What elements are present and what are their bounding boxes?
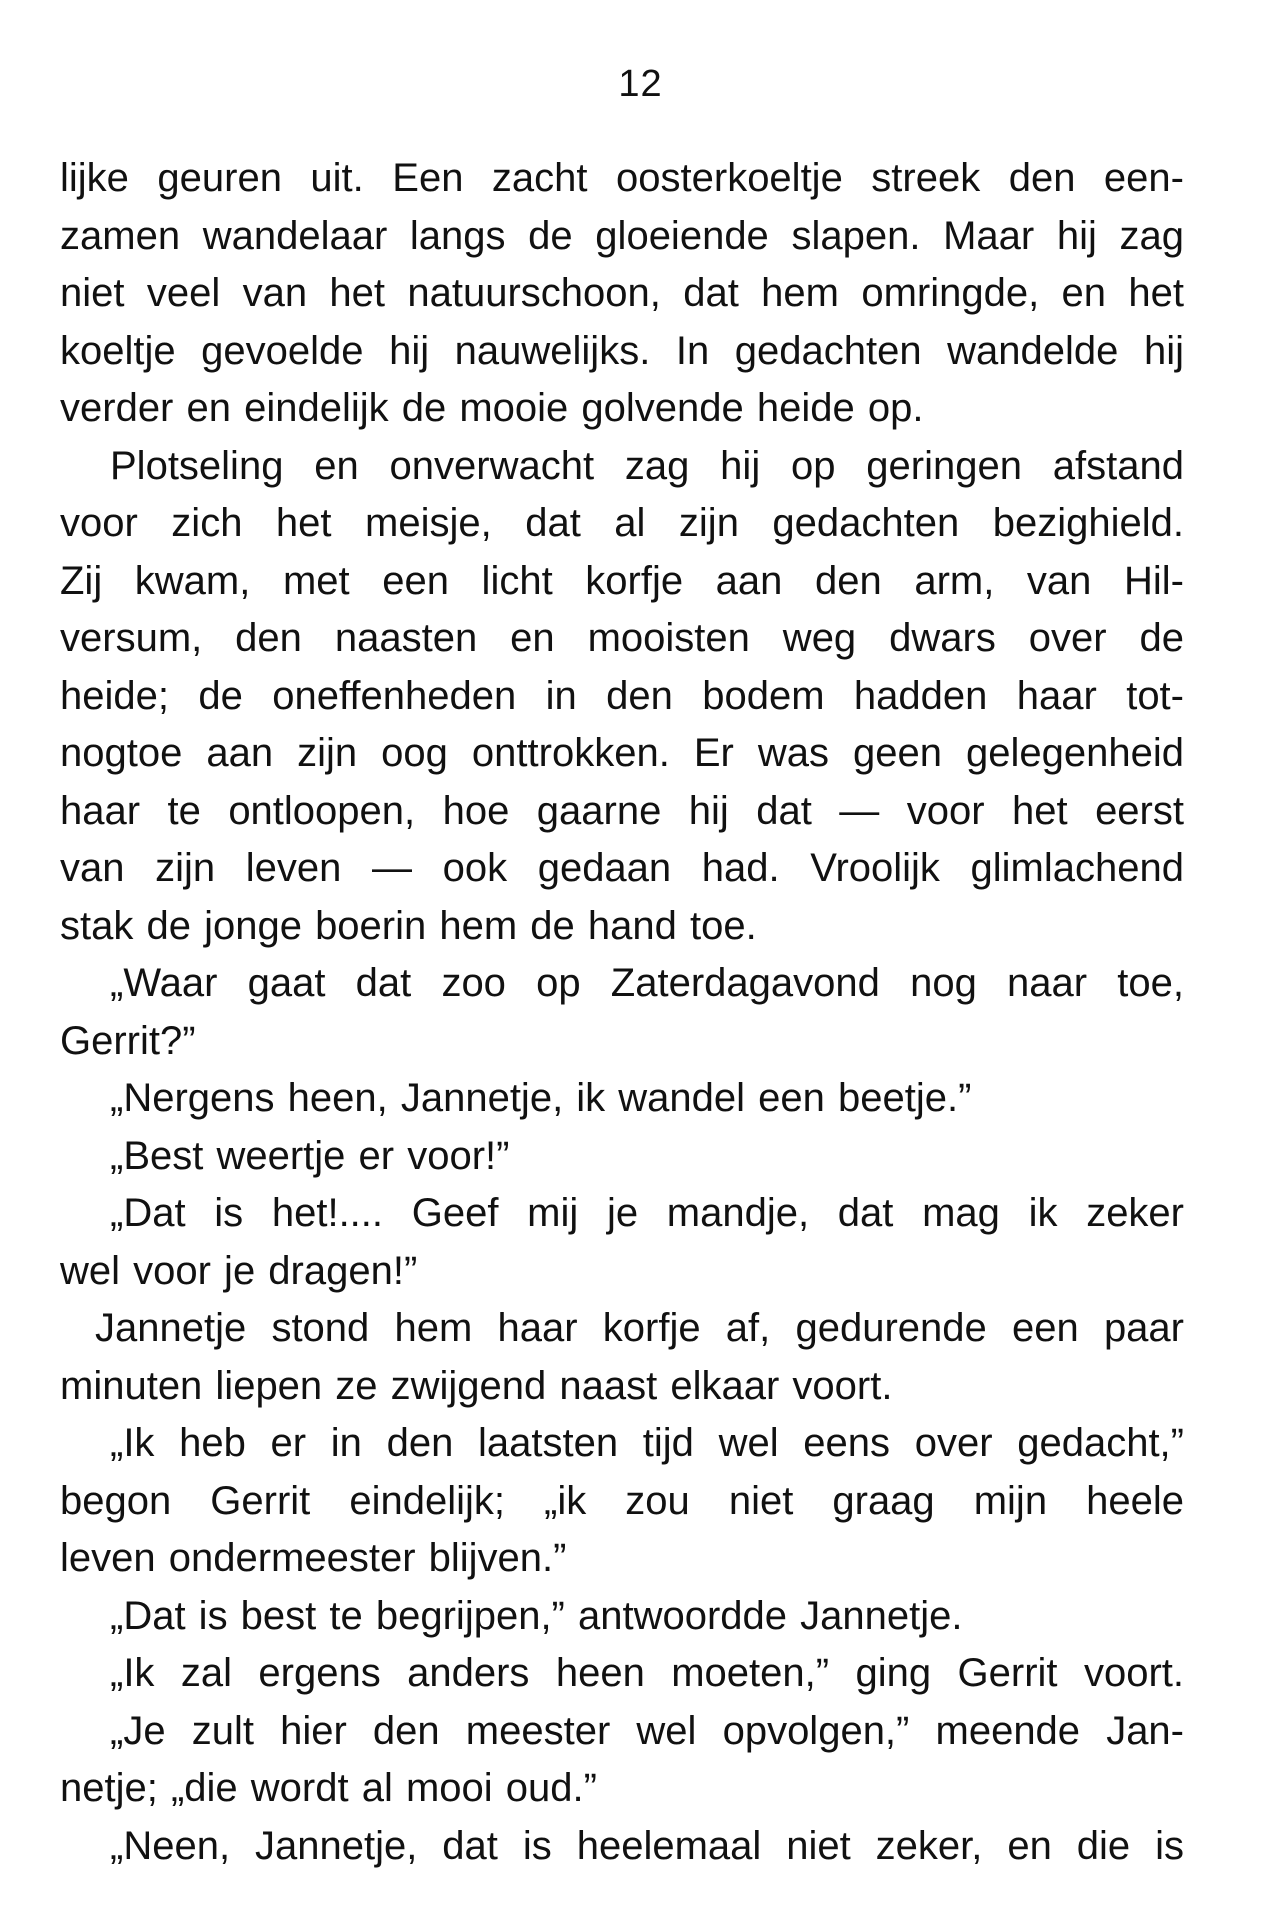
text-line: begon Gerrit eindelijk; „ik zou niet graag mijn heele [60, 1478, 1184, 1523]
text-line: versum, den naasten en mooisten weg dwars over de [60, 616, 1184, 660]
text-line: haar te ontloopen, hoe gaarne hij dat — voor het eerst [60, 788, 1184, 833]
text-line: stak de jonge boerin hem de hand toe. [60, 903, 757, 948]
text-line: netje; „die wordt al mooi oud.” [60, 1766, 597, 1810]
text-line: „Dat is best te begrijpen,” antwoordde Jannetje. [110, 1593, 963, 1638]
text-line: nogtoe aan zijn oog onttrokken. Er was geen gelegenheid [60, 731, 1184, 775]
text-line: van zijn leven — ook gedaan had. Vroolijk glimlachend [60, 846, 1184, 890]
text-line: niet veel van het natuurschoon, dat hem omringde, en het [60, 271, 1184, 315]
text-line: Plotseling en onverwacht zag hij op geringen afstand [110, 443, 1184, 488]
text-line: „Nergens heen, Jannetje, ik wandel een beetje.” [110, 1076, 972, 1120]
text-line: Gerrit?” [60, 1018, 196, 1063]
text-line: minuten liepen ze zwijgend naast elkaar voort. [60, 1363, 893, 1408]
body-text [60, 150, 1184, 1875]
text-line: heide; de oneffenheden in den bodem hadden haar tot- [60, 673, 1184, 718]
text-line: Zij kwam, met een licht korfje aan den arm, van Hil- [60, 558, 1184, 603]
text-line: „Je zult hier den meester wel opvolgen,” meende Jan- [110, 1708, 1184, 1753]
text-line: wel voor je dragen!” [60, 1248, 418, 1293]
text-line: Jannetje stond hem haar korfje af, gedurende een paar [95, 1306, 1184, 1350]
text-line: voor zich het meisje, dat al zijn gedachten bezighield. [60, 501, 1184, 545]
text-line: lijke geuren uit. Een zacht oosterkoeltje streek den een- [60, 156, 1184, 200]
text-line: „Best weertje er voor!” [110, 1133, 510, 1178]
text-line: zamen wandelaar langs de gloeiende slapen. Maar hij zag [60, 213, 1184, 258]
text-line: verder en eindelijk de mooie golvende heide op. [60, 386, 924, 430]
text-line: „Ik zal ergens anders heen moeten,” ging Gerrit voort. [110, 1651, 1184, 1695]
text-line: „Neen, Jannetje, dat is heelemaal niet zeker, en die is [110, 1823, 1184, 1868]
text-line: koeltje gevoelde hij nauwelijks. In gedachten wandelde hij [60, 328, 1184, 373]
text-line: „Ik heb er in den laatsten tijd wel eens over gedacht,” [110, 1421, 1184, 1465]
text-line: „Dat is het!.... Geef mij je mandje, dat mag ik zeker [110, 1191, 1184, 1235]
text-line: leven ondermeester blijven.” [60, 1536, 567, 1580]
page-number: 12 [618, 63, 663, 105]
text-line: „Waar gaat dat zoo op Zaterdagavond nog naar toe, [110, 961, 1184, 1005]
